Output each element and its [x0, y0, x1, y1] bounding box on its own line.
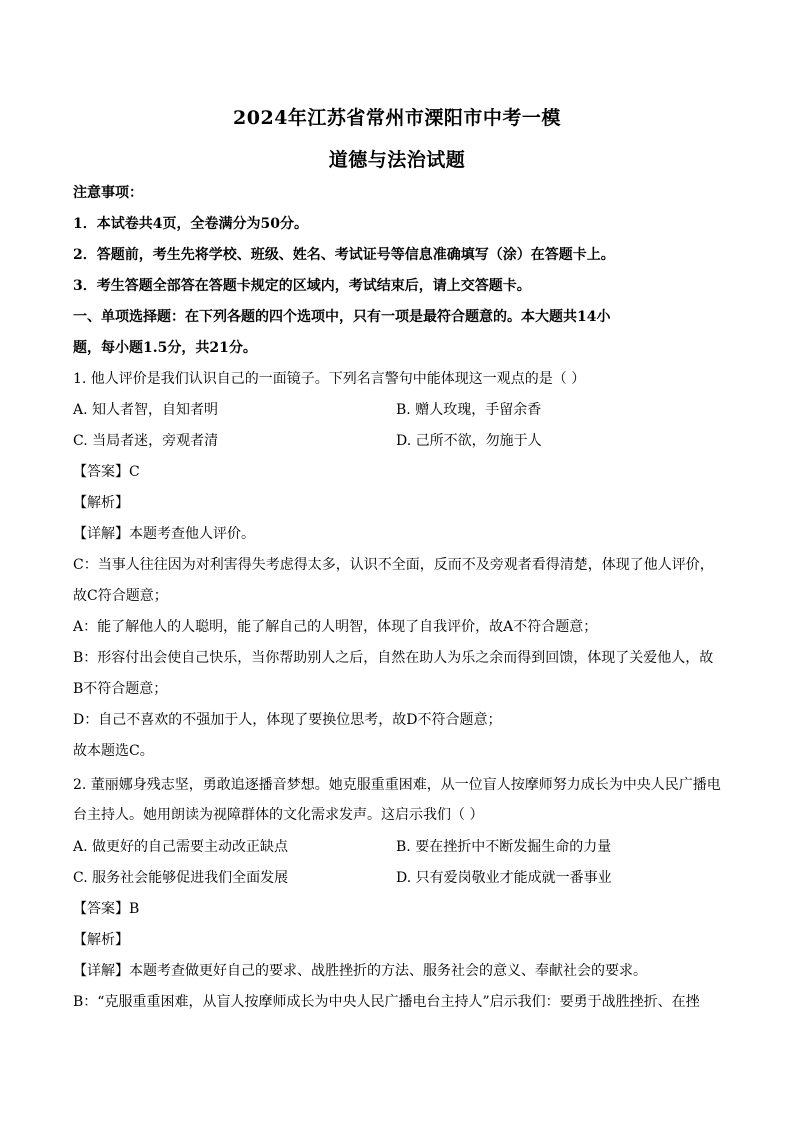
exam-subtitle: 道德与法治试题 — [328, 149, 466, 171]
question-1-detail: 【详解】本题考查他人评价。 — [73, 526, 255, 542]
question-1-explanation-line: 故C符合题意； — [73, 588, 168, 604]
question-2-stem-line-1: 2. 董丽娜身残志坚，勇敢追逐播音梦想。她克服重重困难，从一位盲人按摩师努力成长为中央人民广播电 — [73, 777, 721, 793]
question-1-explanation-line: B不符合题意； — [73, 681, 168, 697]
question-2-detail: 【详解】本题考查做更好自己的要求、战胜挫折的方法、服务社会的意义、奉献社会的要求。 — [73, 963, 647, 979]
note-item-1: 1．本试卷共4页，全卷满分为50分。 — [73, 216, 308, 232]
question-1-option-d: D. 己所不欲，勿施于人 — [396, 433, 542, 449]
question-2-answer: 【答案】B — [73, 901, 140, 917]
section-heading-line-2: 题，每小题1.5分，共21分。 — [73, 340, 257, 356]
question-1-option-b: B. 赠人玫瑰，手留余香 — [396, 402, 542, 418]
question-2-explanation-line: B：“克服重重困难，从盲人按摩师成长为中央人民广播电台主持人”启示我们：要勇于战胜挫折、在挫 — [73, 994, 700, 1010]
question-1-explanation-line: B：形容付出会使自己快乐，当你帮助别人之后，自然在助人为乐之余而得到回馈，体现了关爱他人，故 — [73, 650, 714, 666]
section-heading-line-1: 一、单项选择题：在下列各题的四个选项中，只有一项是最符合题意的。本大题共14小 — [73, 309, 611, 325]
question-1-option-c: C. 当局者迷，旁观者清 — [73, 433, 219, 449]
question-1-stem: 1. 他人评价是我们认识自己的一面镜子。下列名言警句中能体现这一观点的是（ ） — [73, 371, 586, 387]
question-2-option-b: B. 要在挫折中不断发掘生命的力量 — [396, 839, 612, 855]
question-1-analysis-label: 【解析】 — [73, 495, 129, 511]
question-1-explanation-line: D：自己不喜欢的不强加于人，体现了要换位思考，故D不符合题意； — [73, 712, 502, 728]
question-2-option-a: A. 做更好的自己需要主动改正缺点 — [73, 839, 289, 855]
note-item-3: 3．考生答题全部答在答题卡规定的区域内，考试结束后，请上交答题卡。 — [73, 278, 531, 294]
question-2-option-d: D. 只有爱岗敬业才能成就一番事业 — [396, 870, 612, 886]
question-1-explanation-line: 故本题选C。 — [73, 743, 154, 759]
notes-heading: 注意事项： — [73, 185, 143, 201]
question-1-explanation-line: A：能了解他人的人聪明，能了解自己的人明智，体现了自我评价，故A不符合题意； — [73, 619, 598, 635]
question-1-explanation-line: C：当事人往往因为对利害得失考虑得太多，认识不全面，反而不及旁观者看得清楚，体现了他人评价， — [73, 557, 714, 573]
question-1-answer: 【答案】C — [73, 464, 140, 480]
question-2-option-c: C. 服务社会能够促进我们全面发展 — [73, 870, 289, 886]
exam-title: 2024年江苏省常州市溧阳市中考一模 — [233, 107, 561, 129]
question-2-stem-line-2: 台主持人。她用朗读为视障群体的文化需求发声。这启示我们（ ） — [73, 807, 484, 823]
note-item-2: 2．答题前，考生先将学校、班级、姓名、考试证号等信息准确填写（涂）在答题卡上。 — [73, 247, 615, 263]
question-1-option-a: A. 知人者智，自知者明 — [73, 402, 219, 418]
question-2-analysis-label: 【解析】 — [73, 932, 129, 948]
